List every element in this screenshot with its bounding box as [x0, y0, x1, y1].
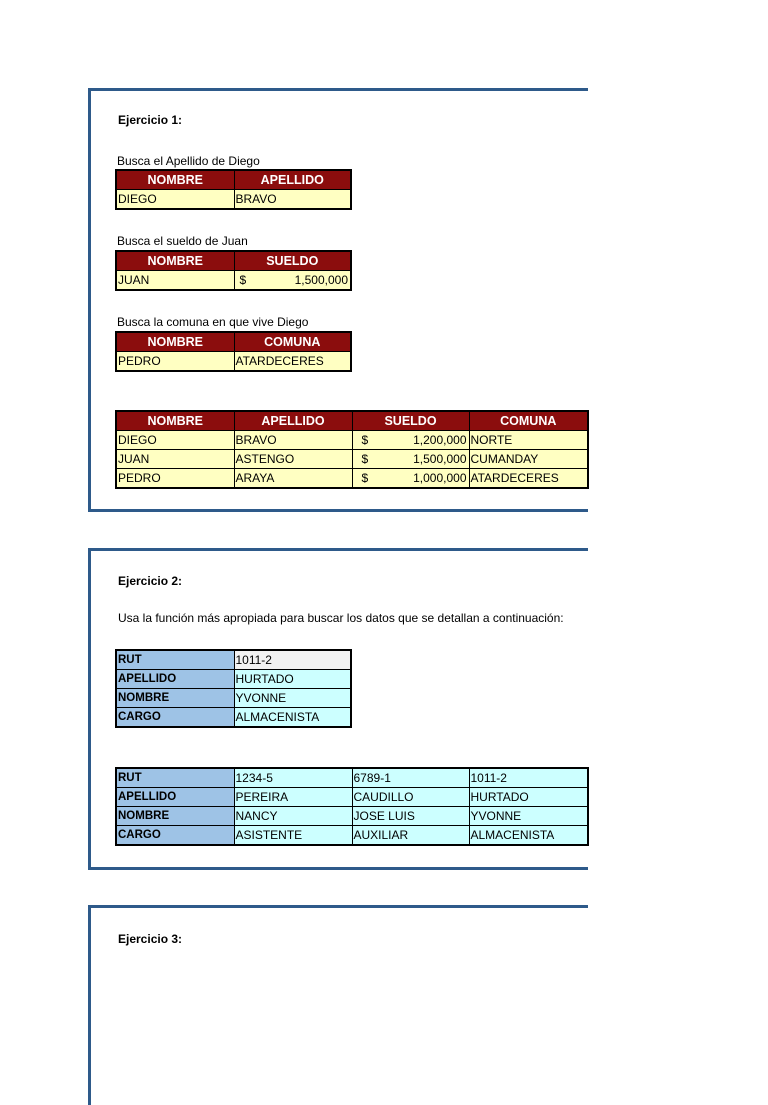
cell-apellido[interactable]: ARAYA [234, 469, 352, 489]
cell-sueldo[interactable] [352, 469, 469, 489]
data-table [115, 767, 589, 846]
q1-cell-apellido[interactable]: BRAVO [234, 190, 351, 210]
table-row [116, 469, 588, 489]
lookup-rut-input[interactable]: 1011-2 [234, 650, 351, 670]
lookup-label: NOMBRE [116, 689, 234, 708]
cell-nombre[interactable]: PEDRO [116, 469, 234, 489]
amount: 1,500,000 [413, 452, 467, 466]
exercise-2-title: Ejercicio 2: [118, 574, 183, 588]
q3-cell-comuna[interactable]: ATARDECERES [234, 352, 351, 372]
cell-sueldo[interactable] [352, 450, 469, 469]
q1-table [115, 169, 352, 210]
table-row [116, 689, 351, 708]
cell-sueldo[interactable] [352, 431, 469, 450]
q2-table [115, 250, 352, 291]
cell-apellido[interactable]: ASTENGO [234, 450, 352, 469]
q2-header-sueldo: SUELDO [234, 251, 351, 271]
table-row [116, 826, 588, 846]
lookup-table [115, 649, 352, 728]
cell-nombre[interactable]: DIEGO [116, 431, 234, 450]
data-cell[interactable]: CAUDILLO [352, 788, 469, 807]
q2-header-nombre: NOMBRE [116, 251, 234, 271]
table-row [116, 768, 588, 788]
q3-header-nombre: NOMBRE [116, 332, 234, 352]
currency: $ [361, 433, 369, 447]
lookup-value[interactable]: ALMACENISTA [234, 708, 351, 728]
cell-comuna[interactable]: NORTE [469, 431, 588, 450]
q1-cell-nombre[interactable]: DIEGO [116, 190, 234, 210]
exercise-2-instruction: Usa la función más apropiada para buscar los datos que se detallan a continuación: [118, 611, 564, 625]
table-row [116, 670, 351, 689]
q1-header-nombre: NOMBRE [116, 170, 234, 190]
q3-cell-nombre[interactable]: PEDRO [116, 352, 234, 372]
table-row [116, 807, 588, 826]
data-cell[interactable]: ASISTENTE [234, 826, 352, 846]
data-label: RUT [116, 768, 234, 788]
table-row [116, 450, 588, 469]
q3-header-comuna: COMUNA [234, 332, 351, 352]
data-cell[interactable]: JOSE LUIS [352, 807, 469, 826]
data-label: CARGO [116, 826, 234, 846]
table-row [116, 788, 588, 807]
data-cell[interactable]: ALMACENISTA [469, 826, 588, 846]
lookup-label: RUT [116, 650, 234, 670]
lookup-value[interactable]: HURTADO [234, 670, 351, 689]
data-cell[interactable]: 6789-1 [352, 768, 469, 788]
exercise-3-title: Ejercicio 3: [118, 932, 183, 946]
q3-table [115, 331, 352, 372]
employee-header-nombre: NOMBRE [116, 411, 234, 431]
q2-cell-nombre[interactable]: JUAN [116, 271, 234, 291]
amount: 1,000,000 [413, 471, 467, 485]
q2-caption: Busca el sueldo de Juan [117, 234, 248, 248]
data-cell[interactable]: 1011-2 [469, 768, 588, 788]
currency: $ [361, 452, 369, 466]
data-cell[interactable]: 1234-5 [234, 768, 352, 788]
q1-caption: Busca el Apellido de Diego [117, 154, 260, 168]
q2-amount: 1,500,000 [294, 273, 348, 287]
employee-header-comuna: COMUNA [469, 411, 588, 431]
data-cell[interactable]: YVONNE [469, 807, 588, 826]
table-row [116, 431, 588, 450]
cell-comuna[interactable]: CUMANDAY [469, 450, 588, 469]
exercise-1-title: Ejercicio 1: [118, 113, 183, 127]
q1-header-apellido: APELLIDO [234, 170, 351, 190]
q3-caption: Busca la comuna en que vive Diego [117, 315, 309, 329]
q2-cell-sueldo[interactable] [234, 271, 351, 291]
q2-currency: $ [239, 273, 247, 287]
data-label: APELLIDO [116, 788, 234, 807]
table-row [116, 650, 351, 670]
lookup-value[interactable]: YVONNE [234, 689, 351, 708]
employee-table [115, 410, 589, 489]
cell-nombre[interactable]: JUAN [116, 450, 234, 469]
lookup-label: APELLIDO [116, 670, 234, 689]
employee-header-apellido: APELLIDO [234, 411, 352, 431]
table-row [116, 708, 351, 728]
employee-header-sueldo: SUELDO [352, 411, 469, 431]
cell-apellido[interactable]: BRAVO [234, 431, 352, 450]
data-cell[interactable]: NANCY [234, 807, 352, 826]
data-cell[interactable]: AUXILIAR [352, 826, 469, 846]
amount: 1,200,000 [413, 433, 467, 447]
data-label: NOMBRE [116, 807, 234, 826]
lookup-label: CARGO [116, 708, 234, 728]
data-cell[interactable]: HURTADO [469, 788, 588, 807]
data-cell[interactable]: PEREIRA [234, 788, 352, 807]
cell-comuna[interactable]: ATARDECERES [469, 469, 588, 489]
currency: $ [361, 471, 369, 485]
